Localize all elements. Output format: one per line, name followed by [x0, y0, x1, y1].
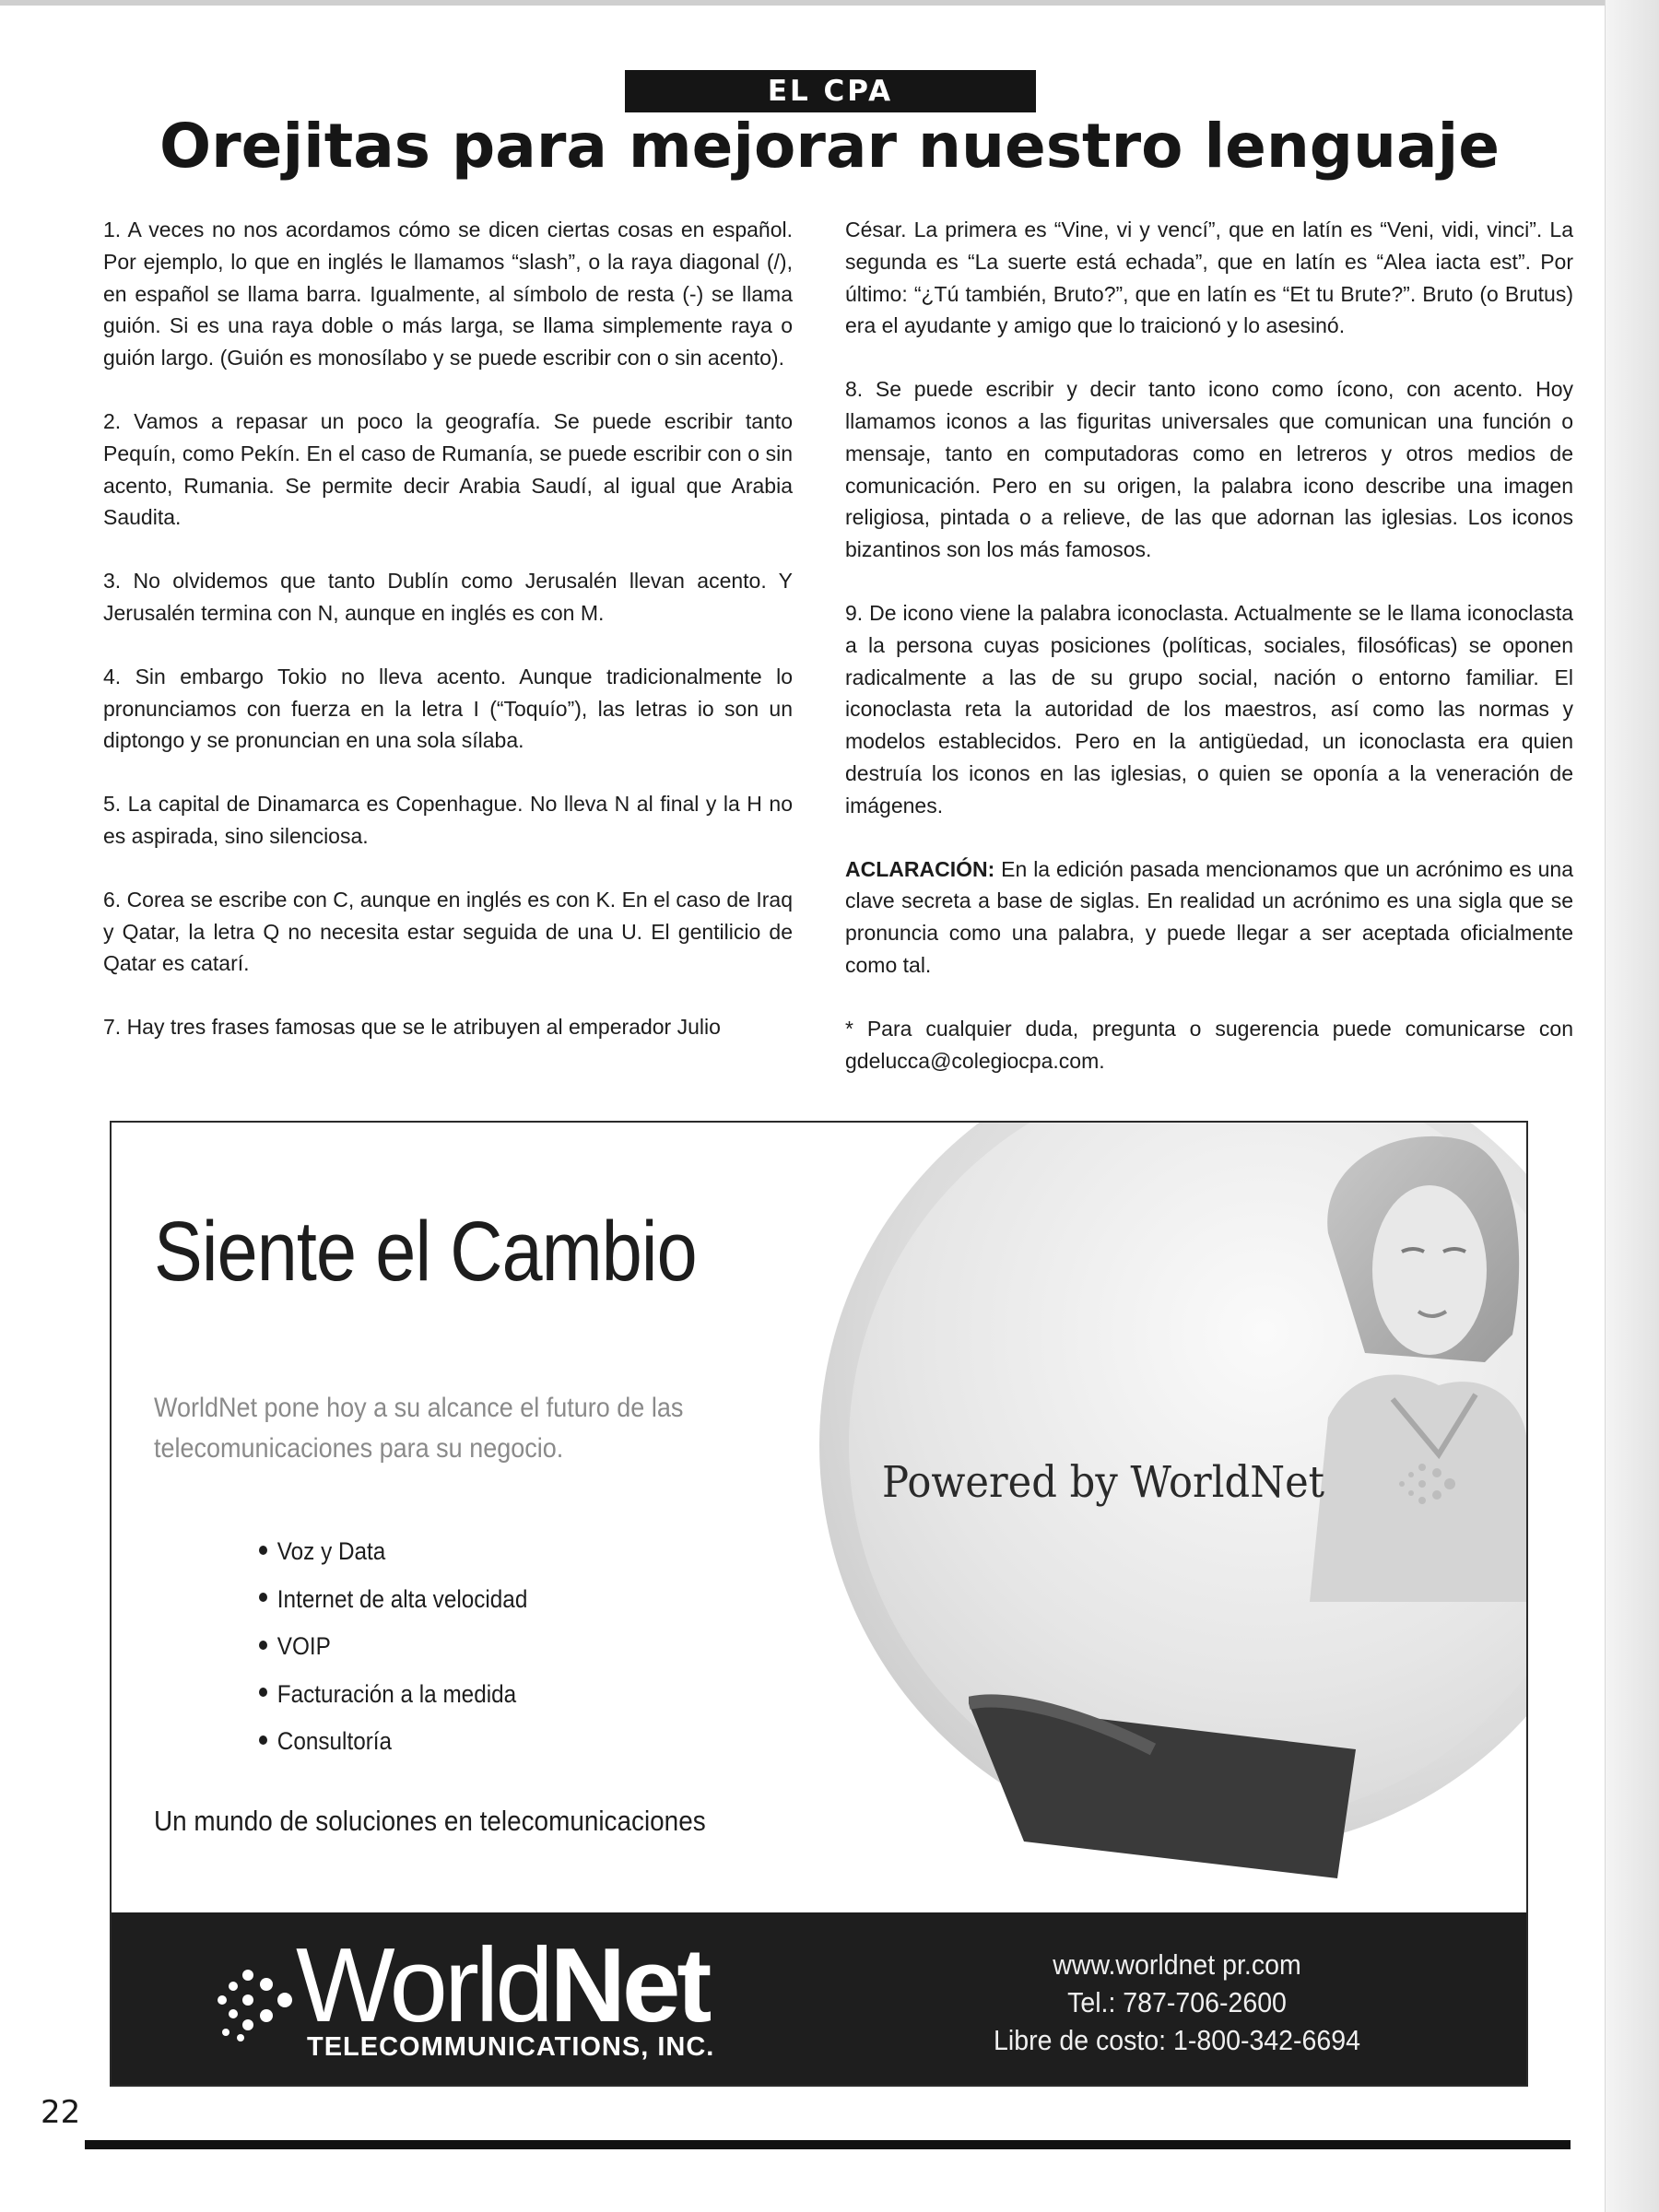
bullet-icon: [259, 1641, 267, 1650]
service-item: Voz y Data: [259, 1528, 527, 1576]
woman-photo-illustration: [1291, 1123, 1526, 1602]
clarification-paragraph: [845, 853, 1573, 982]
ad-subheading: WorldNet pone hoy a su alcance el futuro de las telecomunicaciones para su negocio.: [154, 1393, 684, 1464]
service-item: Consultoría: [259, 1718, 527, 1766]
section-tag: EL CPA: [625, 70, 1036, 112]
article-paragraph: 5. La capital de Dinamarca es Copenhague. No lleva N al final y la H no es aspirada, sino silenciosa.: [103, 792, 793, 848]
worldnet-logo-dots-icon: [213, 1959, 296, 2041]
clarification-text: En la edición pasada mencionamos que un acrónimo es una clave secreta a base de siglas. En realidad un acrónimo es una sigla que se pronuncia como una palabra, y puede llegar a ser aceptada oficialmente como tal.: [845, 856, 1573, 977]
clarification-label: ACLARACIÓN:: [845, 856, 995, 881]
service-item: VOIP: [259, 1623, 527, 1671]
ad-heading: Siente el Cambio: [154, 1205, 697, 1299]
bullet-icon: [259, 1593, 267, 1602]
worldnet-advertisement: [110, 1121, 1528, 2087]
powered-by-text: Powered by WorldNet: [882, 1457, 1325, 1508]
ad-footer-band: [112, 1912, 1526, 2085]
article-paragraph: 2. Vamos a repasar un poco la geografía. Se puede escribir tanto Pequín, como Pekín. En el caso de Rumanía, se puede escribir con o sin acento, Rumania. Se permite decir Arabia Saudí, al igual que Arabia Saudita.: [103, 408, 793, 530]
article-paragraph: 9. De icono viene la palabra iconoclasta. Actualmente se le llama iconoclasta a la persona cuyas posiciones (políticas, sociales, filosóficas) se oponen radicalmente a las de su grupo social, nación o entorno familiar. El iconoclasta reta la autoridad de los maestros, así como las normas y modelos establecidos. Pero en la antigüedad, un iconoclasta era quien destruía los iconos en las iglesias, o quien se oponía a la veneración de imágenes.: [845, 600, 1573, 818]
article-headline: Orejitas para mejorar nuestro lenguaje: [159, 111, 1500, 182]
article-left-column: [103, 214, 793, 1043]
article-paragraph: César. La primera es “Vine, vi y vencí”, que en latín es “Veni, vidi, vinci”. La segunda es “La suerte está echada”, que en latín es “Alea iacta est”. Por último: “¿Tú también, Bruto?”, que en latín es “Et tu Brute?”. Bruto (o Brutus) era el ayudante y amigo que lo traicionó y lo asesinó.: [845, 218, 1573, 338]
ad-tagline: Un mundo de soluciones en telecomunicaciones: [154, 1805, 706, 1837]
article-paragraph: 7. Hay tres frases famosas que se le atribuyen al emperador Julio: [103, 1015, 721, 1040]
service-item: Internet de alta velocidad: [259, 1576, 527, 1624]
ad-desk-shape: [969, 1694, 1356, 1878]
worldnet-logo-subtitle: TELECOMMUNICATIONS, INC.: [307, 2032, 715, 2062]
article-right-column: [845, 214, 1573, 1077]
article-paragraph: 6. Corea se escribe con C, aunque en inglés es con K. En el caso de Iraq y Qatar, la letra Q no necesita estar seguida de una U. El gentilicio de Qatar es catarí.: [103, 887, 793, 976]
bottom-rule: [85, 2140, 1571, 2149]
article-paragraph: 8. Se puede escribir y decir tanto icono como ícono, con acento. Hoy llamamos iconos a las figuritas universales que comunican una función o mensaje, tanto en computadoras como en letreros y otros medios de comunicación. Pero en su origen, la palabra icono describe una imagen religiosa, pintada o a relieve, de las que adornan las iglesias. Los iconos bizantinos son los más famosos.: [845, 377, 1573, 562]
ad-phone: Tel.: 787-706-2600: [1067, 1986, 1287, 2018]
ad-website: www.worldnet pr.com: [1053, 1948, 1301, 1981]
bullet-icon: [259, 1688, 267, 1697]
page-binding-edge: [1605, 0, 1659, 2212]
page-top-edge: [0, 0, 1659, 6]
contact-note: * Para cualquier duda, pregunta o sugerencia puede comunicarse con gdelucca@colegiocpa.com.: [845, 1016, 1573, 1073]
ad-toll-free: Libre de costo: 1-800-342-6694: [994, 2024, 1360, 2056]
bullet-icon: [259, 1546, 267, 1555]
ad-services-list: [259, 1528, 558, 1766]
page-number: 22: [41, 2094, 81, 2131]
article-paragraph: 1. A veces no nos acordamos cómo se dicen ciertas cosas en español. Por ejemplo, lo que en inglés le llamamos “slash”, o la raya diagonal (/), en español se llama barra. Igualmente, al símbolo de resta (-) se llama guión. Si es una raya doble o más larga, se llama simplemente raya o guión largo. (Guión es monosílabo y se puede escribir con o sin acento).: [103, 218, 793, 371]
bullet-icon: [259, 1735, 267, 1745]
article-paragraph: 3. No olvidemos que tanto Dublín como Jerusalén llevan acento. Y Jerusalén termina con N, aunque en inglés es con M.: [103, 569, 793, 625]
article-paragraph: 4. Sin embargo Tokio no lleva acento. Aunque tradicionalmente lo pronunciamos con fuerza en la letra I (“Toquío”), las letras io son un diptongo y se pronuncian en una sola sílaba.: [103, 664, 793, 753]
worldnet-dots-icon: [1394, 1456, 1459, 1512]
worldnet-logo-wordmark: WorldNet: [296, 1927, 709, 2044]
ad-contact-block: [991, 1946, 1364, 2059]
service-item: Facturación a la medida: [259, 1671, 527, 1719]
